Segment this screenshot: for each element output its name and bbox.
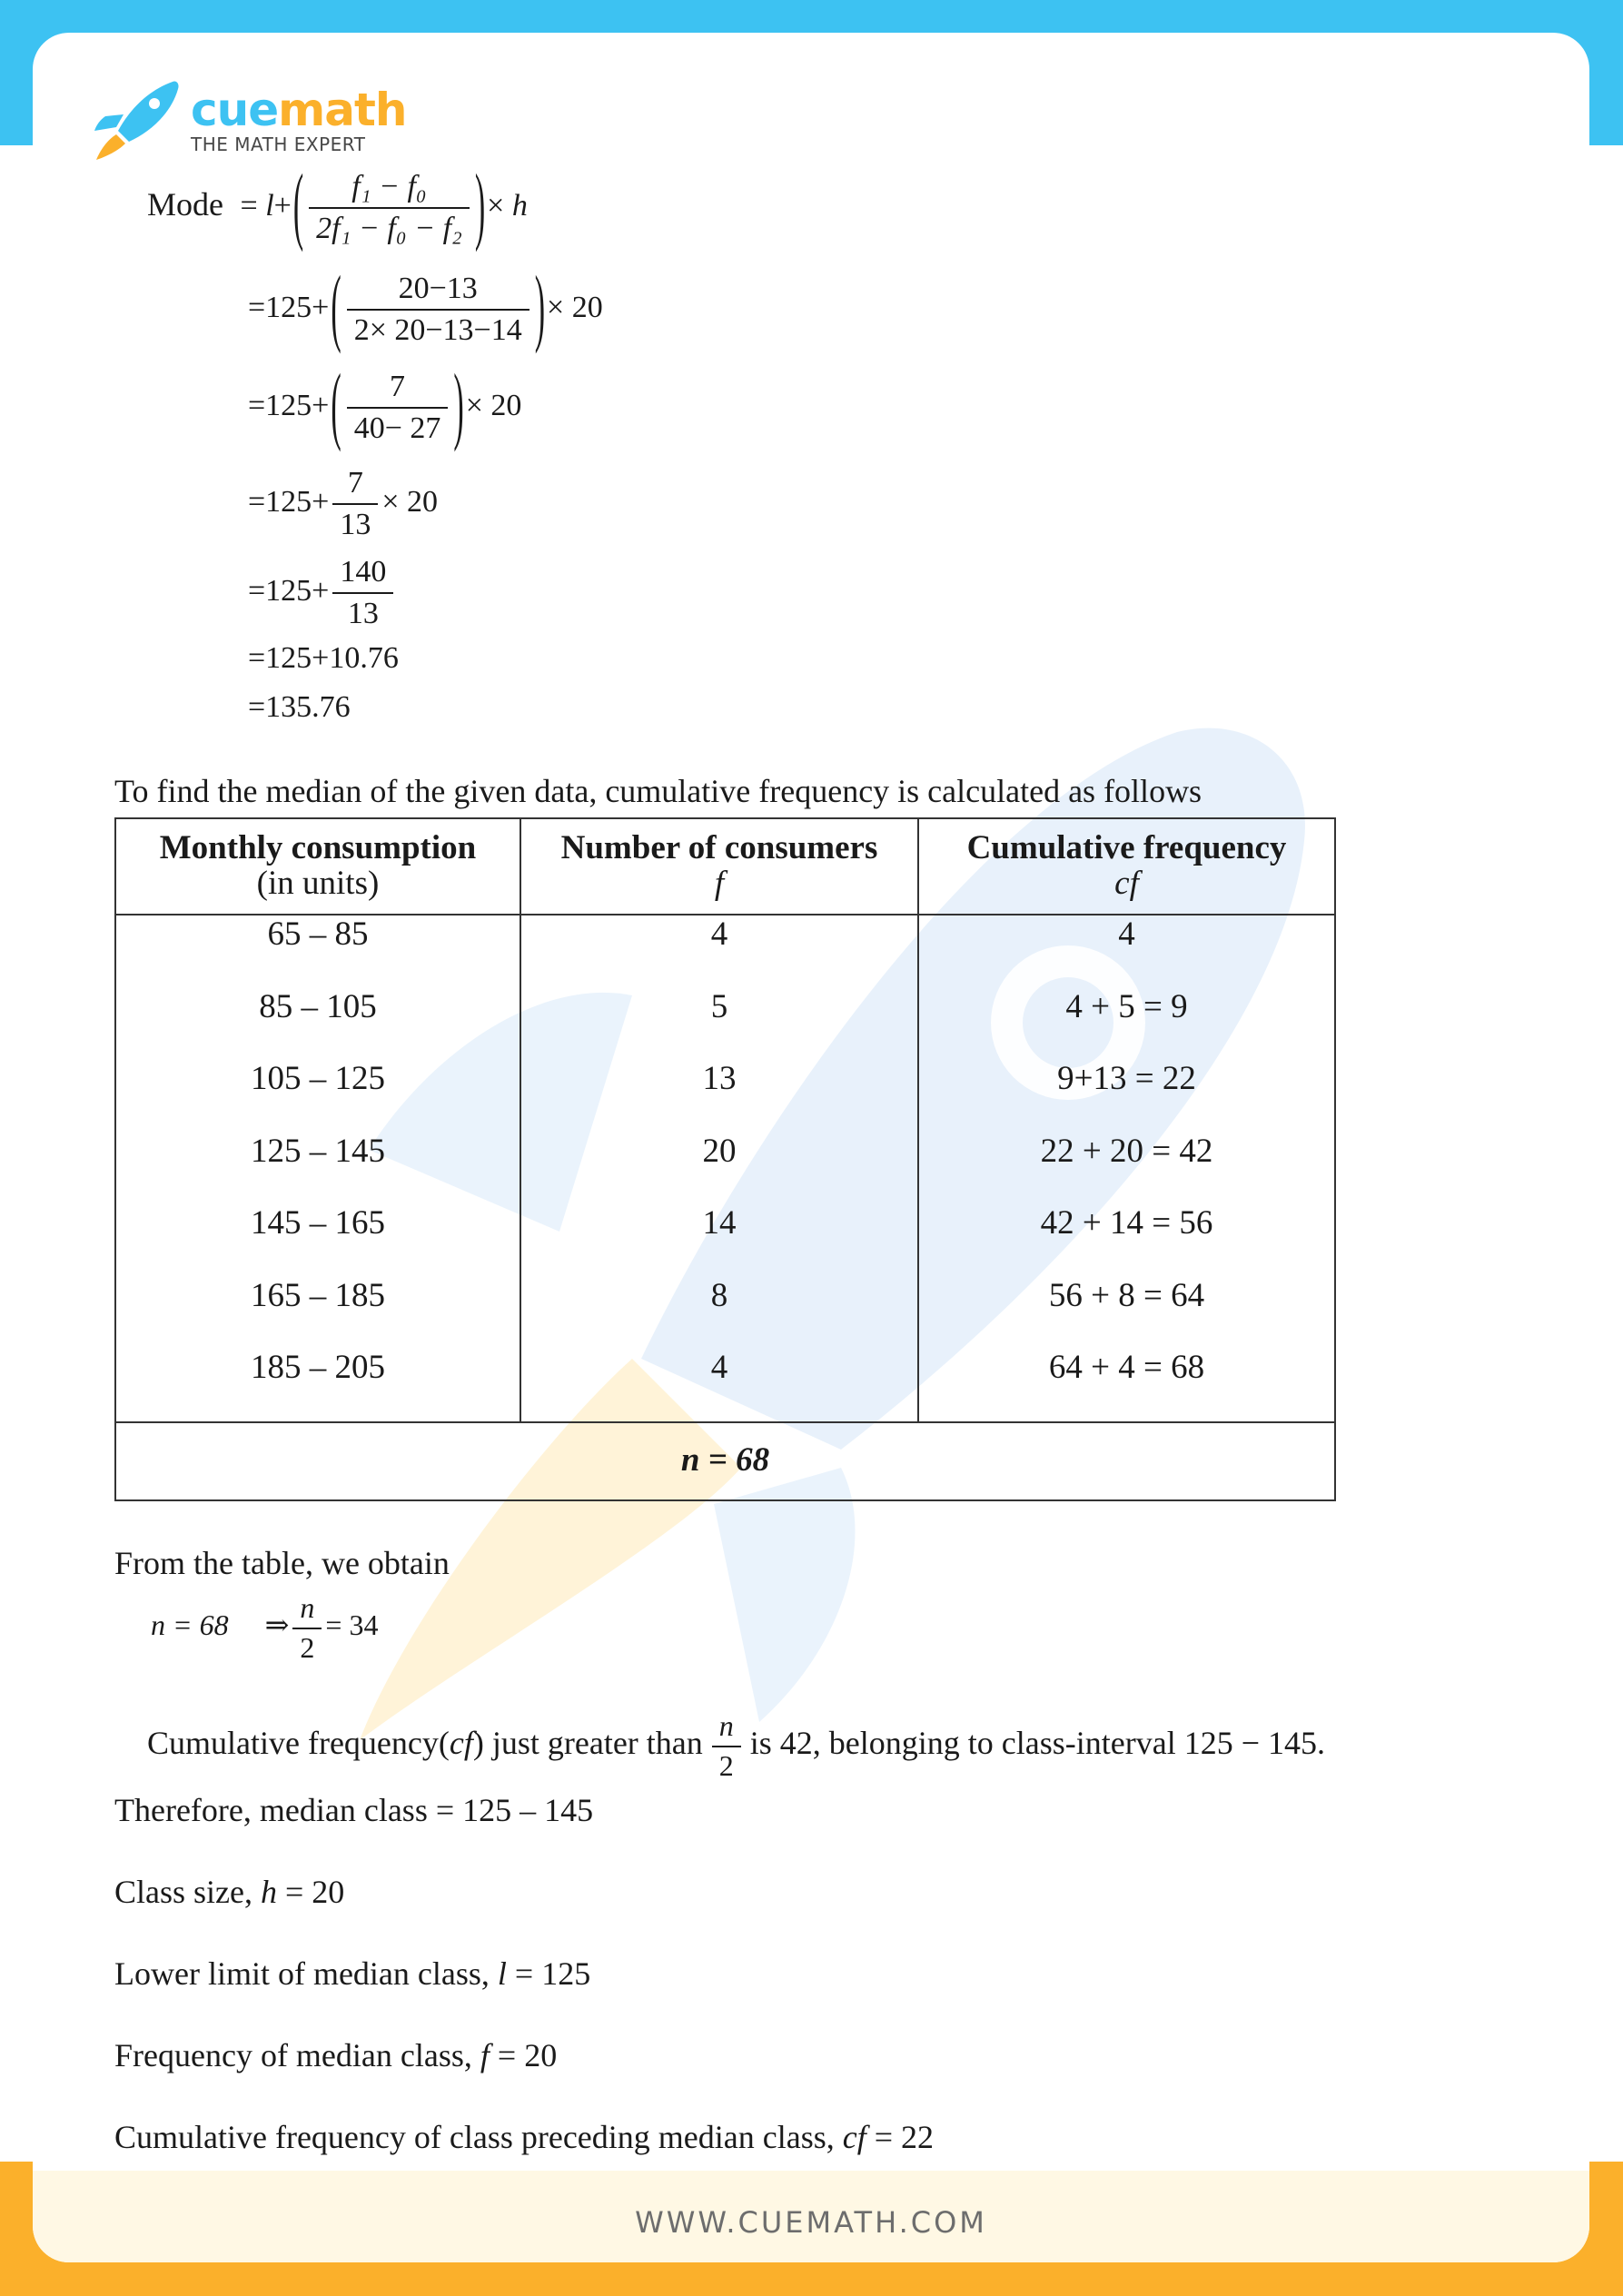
table-row [115,915,1335,988]
table-row [115,1349,1335,1422]
cell-cumulative: 4 + 5 = 9 [918,988,1335,1061]
mode-step-1: =125+( $\frac{20-13}{2\times 20-13-14}$ )× 20 [248,261,603,356]
frequency-text: Frequency of median class, f = 20 [114,2037,558,2073]
cell-interval: 105 – 125 [115,1060,520,1133]
cell-cumulative: 56 + 8 = 64 [918,1277,1335,1350]
cell-cumulative: 9+13 = 22 [918,1060,1335,1133]
cell-cumulative: 22 + 20 = 42 [918,1133,1335,1205]
cell-frequency: 14 [520,1204,918,1277]
cell-interval: 65 – 85 [115,915,520,988]
cell-interval: 185 – 205 [115,1349,520,1422]
table-row [115,1277,1335,1350]
median-class-text: Therefore, median class = 125 – 145 [114,1792,594,1828]
cf-greater-line: Cumulative frequency(cf) just greater than $\frac{n}{2}$ is 42, belonging to class-interval 125 − 145. [147,1709,1325,1782]
cell-frequency: 4 [520,1349,918,1422]
intro-text: To find the median of the given data, cumulative frequency is calculated as follows [114,773,1202,809]
obtain-text: From the table, we obtain [114,1545,450,1581]
header-number-of-consumers: Number of consumers f [520,818,918,915]
cell-cumulative: 42 + 14 = 56 [918,1204,1335,1277]
cumulative-frequency-table [114,817,1336,1501]
class-size-text: Class size, h = 20 [114,1874,345,1910]
n-half-expression: n = 68 ⇒ $\frac{n}{2}$ = 34 [151,1591,379,1664]
footer [33,2171,1589,2262]
cell-frequency: 5 [520,988,918,1061]
cell-frequency: 8 [520,1277,918,1350]
cf-preceding-text: Cumulative frequency of class preceding median class, cf = 22 [114,2119,935,2155]
cell-frequency: 20 [520,1133,918,1205]
mode-step-3: =125+ $\frac{7}{13}$ × 20 [248,466,439,542]
mode-formula: Mode = l+( $\frac{\text{f₁ − f₀}}{\text{2f₁ − f₀ − f₂}}$ )× h [147,159,528,254]
lower-limit-text: Lower limit of median class, l = 125 [114,1955,591,1992]
header-cumulative-frequency: Cumulative frequency cf [918,818,1335,915]
table-row [115,988,1335,1061]
cuemath-rocket-logo-icon [91,78,182,162]
table-header-row [115,818,1335,915]
cell-interval: 145 – 165 [115,1204,520,1277]
table-row [115,1204,1335,1277]
mode-step-6: =135.76 [248,690,351,724]
cell-frequency: 4 [520,915,918,988]
mode-step-2: =125+( $\frac{7}{40- 27}$ )× 20 [248,359,522,454]
table-total-row [115,1422,1335,1500]
cell-interval: 165 – 185 [115,1277,520,1350]
cell-cumulative: 64 + 4 = 68 [918,1349,1335,1422]
brand-tagline: THE MATH EXPERT [191,134,366,155]
mode-step-4: =125+ $\frac{140}{13}$ [248,554,397,632]
cell-frequency: 13 [520,1060,918,1133]
brand-name: cuemath [191,84,407,136]
table-row [115,1060,1335,1133]
cell-cumulative: 4 [918,915,1335,988]
cell-interval: 85 – 105 [115,988,520,1061]
mode-step-5: =125+10.76 [248,641,399,675]
header-monthly-consumption: Monthly consumption (in units) [115,818,520,915]
footer-url[interactable]: WWW.CUEMATH.COM [635,2205,987,2240]
cell-interval: 125 – 145 [115,1133,520,1205]
total-n: n = 68 [115,1422,1335,1500]
table-row [115,1133,1335,1205]
